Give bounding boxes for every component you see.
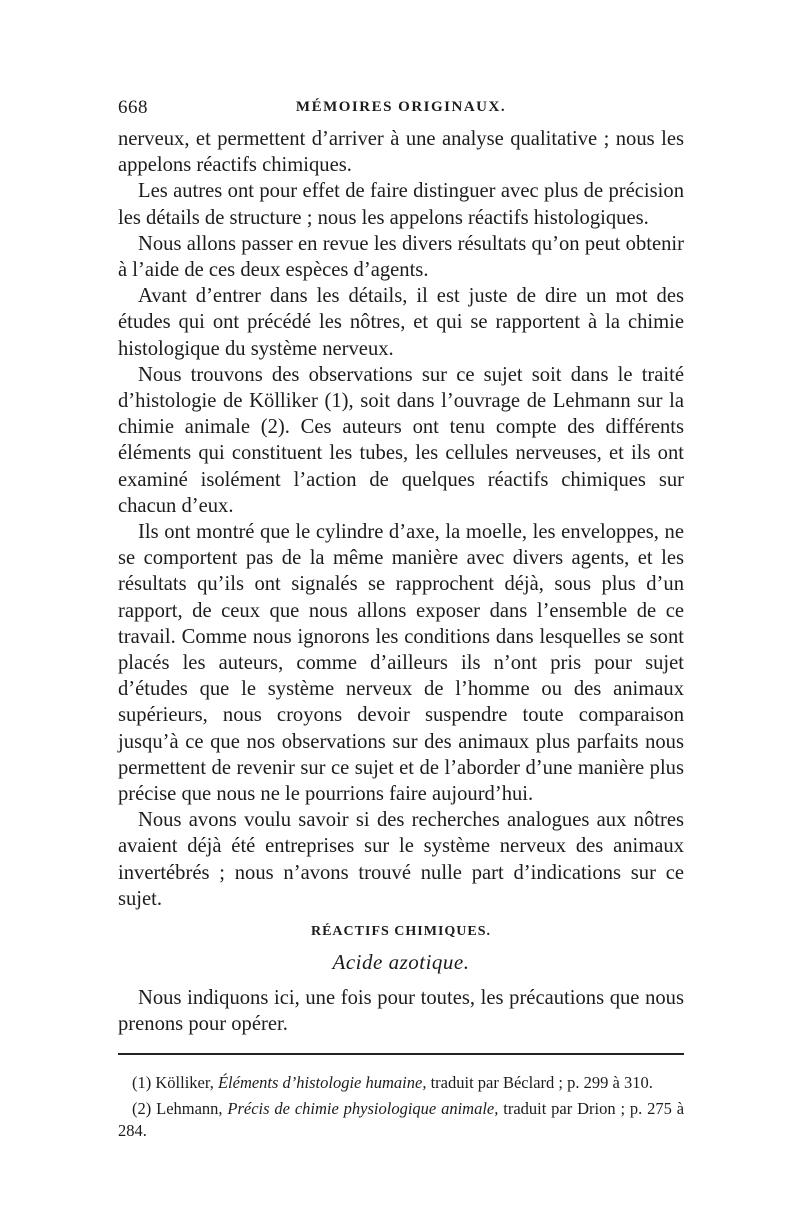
footnote-details: traduit par Béclard ; p. 299 à 310. — [430, 1073, 653, 1092]
paragraph: nerveux, et permettent d’arriver à une analyse qualitative ; nous les appelons réactifs chimiques. — [118, 128, 684, 177]
intro-text — [118, 985, 684, 1037]
footnote-author: Lehmann, — [156, 1099, 223, 1118]
paragraph: Nous trouvons des observations sur ce sujet soit dans le traité d’histologie de Kölliker (1), soit dans l’ouvrage de Lehmann sur la chimie animale (2). Ces auteurs ont tenu compte des différents éléments qui constituent les tubes, les cellules nerveuses, et ils ont examiné isolément l’action de quelques réactifs chimiques sur chacun d’eux. — [118, 363, 684, 517]
footnote-marker: (1) — [132, 1073, 152, 1092]
paragraph: Nous indiquons ici, une fois pour toutes, les précautions que nous prenons pour opérer. — [118, 987, 684, 1035]
paragraph: Avant d’entrer dans les détails, il est juste de dire un mot des études qui ont précédé les nôtres, et qui se rapportent à la chimie histologique du système nerveux. — [118, 285, 684, 360]
subsection-heading: Acide azotique. — [332, 950, 470, 974]
section-heading: RÉACTIFS CHIMIQUES. — [310, 924, 492, 939]
footnote-author: Kölliker, — [155, 1073, 214, 1092]
footnote-details: traduit par Drion ; p. 275 à 284. — [118, 1099, 685, 1140]
footnote-marker: (2) — [132, 1099, 152, 1118]
paragraph: Les autres ont pour effet de faire distinguer avec plus de précision les détails de structure ; nous les appelons réactifs histologiques. — [118, 180, 684, 229]
running-head — [118, 97, 684, 121]
paragraph: Nous allons passer en revue les divers résultats qu’on peut obtenir à l’aide de ces deux espèces d’agents. — [118, 232, 684, 282]
page-number: 668 — [118, 97, 148, 118]
paragraph: Ils ont montré que le cylindre d’axe, la moelle, les enveloppes, ne se comportent pas de la même manière avec divers agents, et les résultats qu’ils ont signalés se rapprochent déjà, sous plus d’un rapport, de ceux que nous allons exposer dans l’ensemble de ce travail. Comme nous ignorons les conditions dans lesquelles se sont placés les auteurs, comme d’ailleurs ils n’ont pris pour sujet d’études que le système nerveux de l’homme ou des animaux supérieurs, nous croyons devoir suspendre toute comparaison jusqu’à ce que nos observations sur des animaux plus parfaits nous permettent de revenir sur ce sujet et de l’aborder d’une manière plus précise que nous ne le pourrions faire aujourd’hui. — [118, 521, 684, 806]
footnote — [118, 1098, 684, 1142]
paragraph: Nous avons voulu savoir si des recherches analogues aux nôtres avaient déjà été entreprises sur le système nerveux des animaux invertébrés ; nous n’avons trouvé nulle part d’indications sur ce sujet. — [118, 809, 684, 910]
footnote-work: Précis de chimie physiologique animale, — [227, 1099, 499, 1118]
footnote-divider — [118, 1053, 684, 1055]
footnote-work: Éléments d’histologie humaine, — [217, 1073, 427, 1092]
footnote — [118, 1072, 684, 1094]
footnotes — [118, 1072, 684, 1146]
header-title: MÉMOIRES ORIGINAUX. — [295, 99, 507, 115]
body-text — [118, 126, 684, 912]
